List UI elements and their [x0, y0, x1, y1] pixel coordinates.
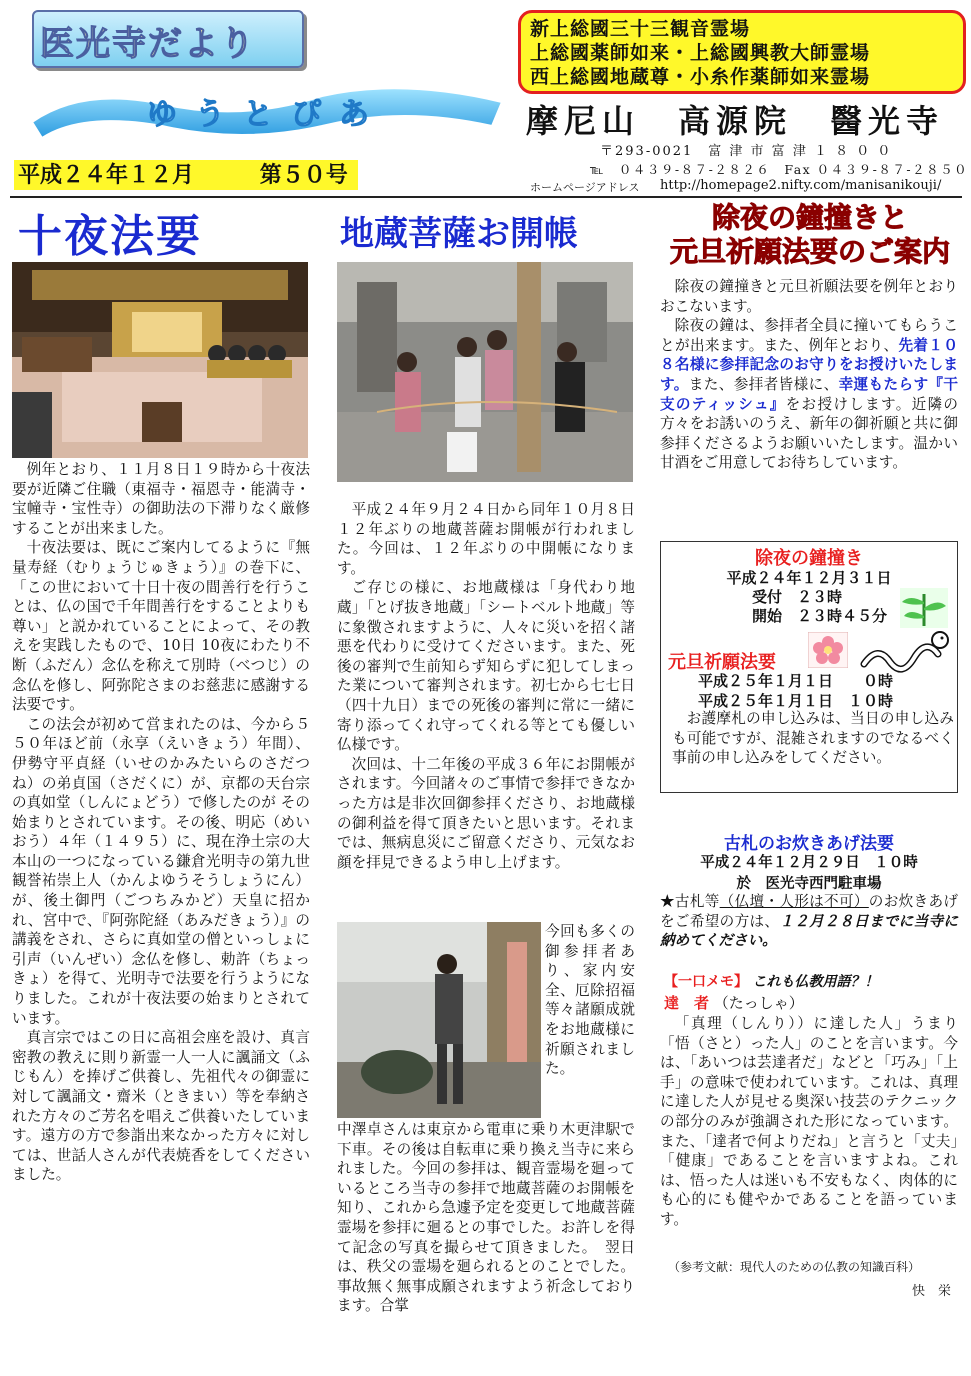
memo-subtitle: これも仏教用語？！ — [752, 974, 879, 990]
header-divider — [10, 196, 962, 198]
memo-reading: （たっしゃ） — [713, 994, 804, 1012]
memo-text: 「真理（しんり））に達した人」うまり「悟（さと）った人」のことを言います。今は、「あいつは芸達者だ」などと「巧み」「上手」の意味で使われています。これは、真理に達した人が見せる奥深い技芸のテクニックの部分のみが強調された形になっています。また、「達者で何よりだね」と言うと「丈夫」「健康」であることを言いますよね。これは、悟った人は迷いも不安もなく、肉体的にも心的にも健やかであることを語っています。 — [660, 1015, 958, 1228]
reference: （参考文献：現代人のための仏教の知識百科） — [668, 1260, 921, 1274]
pilgrimage-line-2: 上総國薬師如来・上総國興教大師霊場 — [530, 42, 871, 64]
postal-address: 〒293-0021 富 津 市 富 津 １ ８ ０ ０ — [600, 144, 893, 159]
omamori-notice: 先着１０８名様に参拝記念のお守りをお授けいたします。 — [660, 336, 958, 393]
joya-intro-text: また、参拝者皆様に、 — [688, 375, 839, 393]
furufuda-note-text: のお炊きあげをご希望の方は、 — [660, 893, 958, 930]
snake-icon — [860, 624, 950, 676]
joya-intro — [660, 277, 958, 473]
eto-tissue-notice: 幸運もたらす『干支のティッシュ』 — [660, 375, 958, 413]
memo-body — [660, 1014, 958, 1230]
pilgrimage-line-3: 西上総國地蔵尊・小糸作薬師如来霊場 — [530, 66, 871, 88]
plum-blossom-icon — [808, 632, 848, 668]
ganjitsu-title: 元旦祈願法要 — [668, 652, 776, 673]
heading-juya: 十夜法要 — [18, 211, 202, 262]
furufuda-place: 於 医光寺西門駐車場 — [736, 875, 882, 892]
article-jizo-body — [337, 500, 635, 872]
author: 快 栄 — [912, 1284, 952, 1299]
furufuda-date: 平成２４年１２月２９日 １０時 — [700, 854, 918, 871]
issue-number: 第５０号 — [259, 162, 348, 188]
banner-logo — [22, 82, 512, 144]
memo-header — [664, 971, 878, 991]
furufuda-note-text: ★古札等 — [660, 893, 720, 910]
jizo-side-text: 今回も多くの御参拝者あり、家内安全、厄除招福等々諸願成就をお地蔵様に祈願されました。 — [545, 923, 635, 1078]
joya-schedule-date: 平成２４年１２月３１日 — [726, 569, 892, 587]
joya-intro-text: 除夜の鐘は、参拝者全員に撞いてもらうことが出来ます。また、例年とおり、 — [660, 317, 958, 354]
homepage-link[interactable]: http://homepage2.nifty.com/manisanikouji/ — [660, 178, 942, 193]
juya-paragraph: 例年とおり、１１月８日１９時から十夜法要が近隣ご住職（東福寺・福恩寺・能満寺・宝幢寺・宝性寺）の御助法の下滞りなく厳修することが出来ました。 — [12, 461, 310, 537]
joya-intro-1: 除夜の鐘撞きと元旦祈願法要を例年とおりおこないます。 — [660, 278, 958, 315]
phone-fax: ℡ ０４３９-８７-２８２６ Fax ０４３９-８７-２８５０ — [590, 162, 969, 177]
pilgrimage-line-1: 新上総國三十三観音霊場 — [530, 18, 751, 40]
homepage-label: ホームページアドレス — [530, 181, 640, 194]
juya-paragraph: 真言宗ではこの日に高祖会座を設け、真言密教の教えに則り新霊一人一人に諷誦文（ふじもん）を捧げご供養し、先祖代々の御霊に対して諷誦文・齋米（ときまい）等を奉納された方々のご芳名を唱えご供養いたしています。遠方の方で参詣出来なかった方々に対しては、世話人さんが代表焼香をしてくださいました。 — [12, 1029, 310, 1184]
joya-heading-line2: 元旦祈願法要のご案内 — [669, 235, 950, 268]
ganjitsu-time-1: 平成２５年１月１日 ０時 — [698, 672, 894, 690]
heading-jizo: 地蔵菩薩お開帳 — [340, 214, 578, 254]
temple-name: 摩尼山 高源院 醫光寺 — [526, 102, 945, 140]
photo-jizo-visitors — [337, 262, 633, 482]
joya-heading-line1: 除夜の鐘撞きと — [711, 201, 908, 234]
banner-text: ゆうとぴあ — [147, 97, 387, 132]
furufuda-deadline: １２月２８日までに当寺に納めてください。 — [660, 912, 958, 950]
jizo-tail-text: 中澤卓さんは東京から電車に乗り木更津駅で下車。その後は自転車に乗り換え当寺に来られました。今回の参拝は、観音霊場を廻っているところ当寺の参拝で地蔵菩薩のお開帳を知り、これから急遽予定を変更して地蔵菩薩霊場を参拝に廻るとの事でした。お許しを得て記念の写真を撮らせて頂きました。 翌日は、秩父の霊場を廻られるとのことでした。事故無く無事成願されますよう祈念しております。合掌 — [337, 1121, 635, 1315]
article-juya-body — [12, 460, 325, 1185]
masthead-title: 医光寺だより — [40, 24, 256, 64]
jizo-paragraph: ご存じの様に、お地蔵様は「身代わり地蔵」「とげ抜き地蔵」「シートベルト地蔵」等に象徴されますように、人々に災いを招く諸悪を代わりに受けてくださいます。また、死後の審判で生前知らず知らずに犯してしまった業について審判されます。初七から七七日（四十九日）までの死後の審判に常に一緒に寄り添ってくれ守ってくれる等とても優しい仏様です。 — [337, 579, 635, 754]
joya-reception: 受付 ２３時 — [752, 588, 843, 606]
furufuda-exclusion: （仏壇・人形は不可） — [719, 893, 869, 910]
memo-term-line — [664, 992, 804, 1013]
memo-label: 【一口メモ】 — [664, 974, 748, 990]
juya-paragraph: 十夜法要は、既にご案内してるように『無量寿経（むりょうじゅきょう）』の巻下に、「この世において十日十夜の間善行を行うことは、仏の国で千年間善行をすることよりも尊い」と説かれていることによって、その教えを実践したもので、10日 10夜にわたり不断（ふだん）念仏を称えて別時（べつじ）の念仏を修し、阿弥陀さまのお慈悲に感謝する法要です。 — [12, 539, 310, 714]
furufuda-title: 古札のお炊きあげ法要 — [724, 834, 894, 854]
photo-visitor-praying — [337, 922, 541, 1118]
joya-intro-text: をお授けします。近隣の方々をお誘いのうえ、新年の御祈願と共に御参拝くださるようお願いいたします。温かい甘酒をご用意してお待ちしています。 — [660, 395, 958, 472]
joya-schedule-title: 除夜の鐘撞き — [755, 548, 863, 569]
bamboo-icon — [900, 588, 948, 628]
jizo-paragraph: 平成２４年９月２４日から同年１０月８日１２年ぶりの地蔵菩薩お開帳が行われました。今回は、１２年ぶりの中開帳になります。 — [337, 501, 635, 577]
memo-term: 達 者 — [664, 994, 710, 1012]
juya-paragraph: この法会が初めて営まれたのは、今から５５０年ほど前（永享（えいきょう）年間）、伊勢守平貞経（いせのかみたいらのさだつね）の弟貞国（さだくに）が、京都の天台宗の真如堂（しんにょどう）で修したのが その始まりとされています。その後、明応（めいおう）４年（１４９５）に、現在浄土宗の大本山の一つになっている鎌倉光明寺の第九世 観誉祐崇上人（かんよゆうそうしょうにん）が、後土御門（ごつちみかど）天皇に招かれ、宮中で、『阿弥陀経（あみだきょう）』の講義をされ、さらに真如堂の僧といっしょに引声（いんぜい）念仏を修し、勅許（ちょっきょ）を得て、光明寺で法要を行うようになりました。これが十夜法要の始まりとされています。 — [12, 715, 325, 1027]
ganjitsu-time-2: 平成２５年１月１日 １０時 — [698, 692, 894, 710]
joya-start: 開始 ２３時４５分 — [752, 607, 888, 625]
goma-note-text: お護摩札の申し込みは、当日の申し込みも可能ですが、混雑されますのでなるべく事前の申し込みをしてください。 — [672, 710, 954, 767]
jizo-paragraph: 次回は、十二年後の平成３６年にお開帳がされます。今回諸々のご事情で参拝できなかった方は是非次回御参拝くださり、お地蔵様の御利益を得て頂きたいと思います。それまでは、無病息災にご留意くださり、元気なお顔を拝見できるよう申し上げます。 — [337, 755, 635, 871]
goma-note — [672, 709, 954, 768]
furufuda-note — [660, 892, 958, 951]
issue-banner — [14, 160, 358, 190]
photo-juya-ceremony — [12, 262, 308, 458]
issue-date: 平成２４年１２月 — [18, 162, 195, 188]
joya-intro-2 — [660, 316, 958, 473]
